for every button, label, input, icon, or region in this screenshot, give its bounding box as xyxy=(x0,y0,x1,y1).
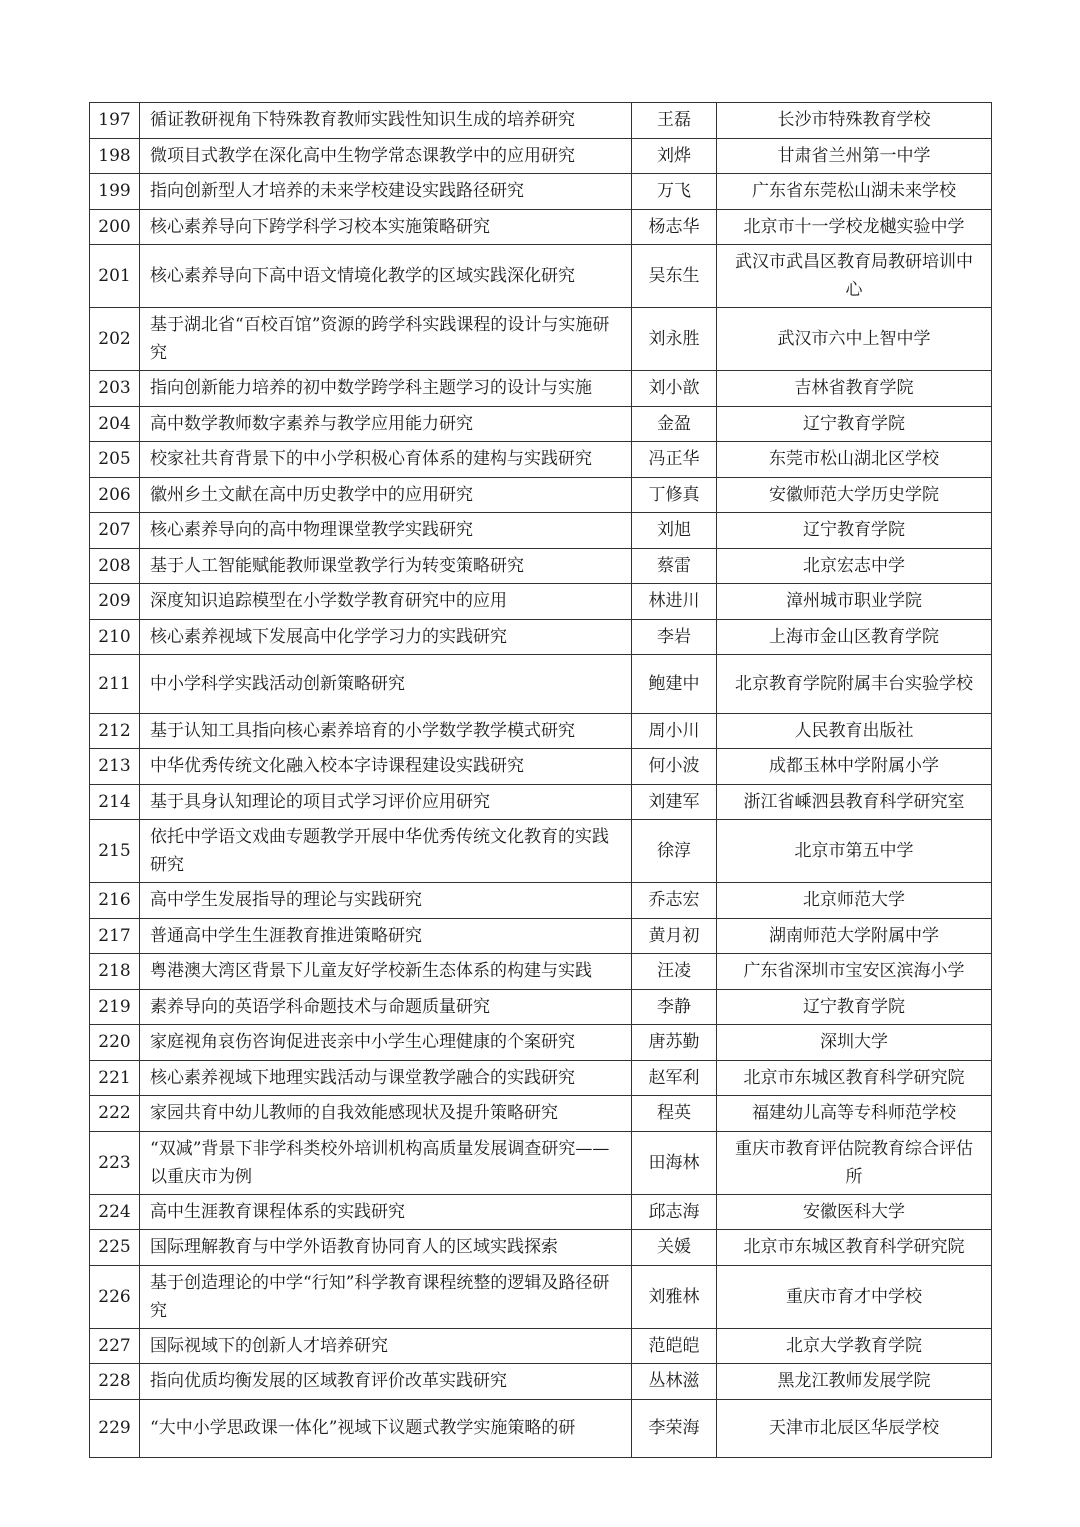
row-number-cell: 211 xyxy=(90,655,140,714)
project-title-cell: 国际视域下的创新人才培养研究 xyxy=(140,1328,632,1364)
lead-researcher-cell: 范皑皑 xyxy=(632,1328,717,1364)
row-number-cell: 215 xyxy=(90,820,140,883)
project-title-cell: 家园共育中幼儿教师的自我效能感现状及提升策略研究 xyxy=(140,1096,632,1132)
lead-researcher-cell: 唐苏勤 xyxy=(632,1025,717,1061)
table-row xyxy=(90,619,992,655)
institution-cell: 广东省深圳市宝安区滨海小学 xyxy=(717,954,992,990)
lead-researcher-cell: 金盈 xyxy=(632,406,717,442)
project-title-cell: 指向优质均衡发展的区域教育评价改革实践研究 xyxy=(140,1364,632,1400)
row-number-cell: 207 xyxy=(90,513,140,549)
row-number-cell: 222 xyxy=(90,1096,140,1132)
lead-researcher-cell: 吴东生 xyxy=(632,245,717,308)
lead-researcher-cell: 关媛 xyxy=(632,1230,717,1266)
project-title-cell: “大中小学思政课一体化”视域下议题式教学实施策略的研 xyxy=(140,1399,632,1458)
project-title-cell: 中小学科学实践活动创新策略研究 xyxy=(140,655,632,714)
row-number-cell: 217 xyxy=(90,918,140,954)
lead-researcher-cell: 何小波 xyxy=(632,749,717,785)
institution-cell: 北京市东城区教育科学研究院 xyxy=(717,1060,992,1096)
institution-cell: 武汉市六中上智中学 xyxy=(717,308,992,371)
row-number-cell: 226 xyxy=(90,1265,140,1328)
table-row xyxy=(90,655,992,714)
lead-researcher-cell: 李静 xyxy=(632,989,717,1025)
lead-researcher-cell: 赵军利 xyxy=(632,1060,717,1096)
project-title-cell: 基于人工智能赋能教师课堂教学行为转变策略研究 xyxy=(140,548,632,584)
table-row xyxy=(90,1131,992,1194)
table-row xyxy=(90,989,992,1025)
lead-researcher-cell: 刘小歆 xyxy=(632,371,717,407)
table-row xyxy=(90,1096,992,1132)
row-number-cell: 219 xyxy=(90,989,140,1025)
institution-cell: 重庆市育才中学校 xyxy=(717,1265,992,1328)
project-title-cell: 徽州乡土文献在高中历史教学中的应用研究 xyxy=(140,477,632,513)
lead-researcher-cell: 刘雅林 xyxy=(632,1265,717,1328)
table-row xyxy=(90,477,992,513)
institution-cell: 漳州城市职业学院 xyxy=(717,584,992,620)
row-number-cell: 227 xyxy=(90,1328,140,1364)
lead-researcher-cell: 汪凌 xyxy=(632,954,717,990)
lead-researcher-cell: 蔡雷 xyxy=(632,548,717,584)
project-title-cell: 核心素养导向的高中物理课堂教学实践研究 xyxy=(140,513,632,549)
project-list-table xyxy=(89,102,992,1458)
lead-researcher-cell: 李岩 xyxy=(632,619,717,655)
lead-researcher-cell: 田海林 xyxy=(632,1131,717,1194)
row-number-cell: 206 xyxy=(90,477,140,513)
row-number-cell: 203 xyxy=(90,371,140,407)
institution-cell: 东莞市松山湖北区学校 xyxy=(717,442,992,478)
row-number-cell: 205 xyxy=(90,442,140,478)
project-title-cell: 循证教研视角下特殊教育教师实践性知识生成的培养研究 xyxy=(140,103,632,139)
institution-cell: 吉林省教育学院 xyxy=(717,371,992,407)
row-number-cell: 200 xyxy=(90,209,140,245)
project-title-cell: 核心素养视域下地理实践活动与课堂教学融合的实践研究 xyxy=(140,1060,632,1096)
project-title-cell: 普通高中学生生涯教育推进策略研究 xyxy=(140,918,632,954)
lead-researcher-cell: 程英 xyxy=(632,1096,717,1132)
institution-cell: 广东省东莞松山湖未来学校 xyxy=(717,174,992,210)
project-title-cell: 深度知识追踪模型在小学数学教育研究中的应用 xyxy=(140,584,632,620)
table-row xyxy=(90,584,992,620)
row-number-cell: 221 xyxy=(90,1060,140,1096)
table-row xyxy=(90,371,992,407)
table-row xyxy=(90,442,992,478)
project-title-cell: 指向创新能力培养的初中数学跨学科主题学习的设计与实施 xyxy=(140,371,632,407)
institution-cell: 浙江省嵊泗县教育科学研究室 xyxy=(717,784,992,820)
institution-cell: 湖南师范大学附属中学 xyxy=(717,918,992,954)
table-row xyxy=(90,103,992,139)
project-title-cell: 基于认知工具指向核心素养培育的小学数学教学模式研究 xyxy=(140,713,632,749)
lead-researcher-cell: 王磊 xyxy=(632,103,717,139)
row-number-cell: 214 xyxy=(90,784,140,820)
project-title-cell: 高中学生发展指导的理论与实践研究 xyxy=(140,883,632,919)
table-row xyxy=(90,784,992,820)
table-row xyxy=(90,1364,992,1400)
institution-cell: 北京师范大学 xyxy=(717,883,992,919)
institution-cell: 黑龙江教师发展学院 xyxy=(717,1364,992,1400)
table-row xyxy=(90,1265,992,1328)
institution-cell: 深圳大学 xyxy=(717,1025,992,1061)
row-number-cell: 225 xyxy=(90,1230,140,1266)
row-number-cell: 213 xyxy=(90,749,140,785)
project-title-cell: 基于具身认知理论的项目式学习评价应用研究 xyxy=(140,784,632,820)
project-title-cell: “双减”背景下非学科类校外培训机构高质量发展调查研究——以重庆市为例 xyxy=(140,1131,632,1194)
institution-cell: 人民教育出版社 xyxy=(717,713,992,749)
project-title-cell: 指向创新型人才培养的未来学校建设实践路径研究 xyxy=(140,174,632,210)
institution-cell: 北京市十一学校龙樾实验中学 xyxy=(717,209,992,245)
table-body xyxy=(90,103,992,1458)
table-row xyxy=(90,1328,992,1364)
institution-cell: 成都玉林中学附属小学 xyxy=(717,749,992,785)
row-number-cell: 198 xyxy=(90,138,140,174)
project-title-cell: 素养导向的英语学科命题技术与命题质量研究 xyxy=(140,989,632,1025)
lead-researcher-cell: 周小川 xyxy=(632,713,717,749)
institution-cell: 北京市第五中学 xyxy=(717,820,992,883)
table-row xyxy=(90,174,992,210)
row-number-cell: 201 xyxy=(90,245,140,308)
table-row xyxy=(90,1060,992,1096)
table-row xyxy=(90,749,992,785)
institution-cell: 北京教育学院附属丰台实验学校 xyxy=(717,655,992,714)
institution-cell: 长沙市特殊教育学校 xyxy=(717,103,992,139)
project-title-cell: 核心素养导向下跨学科学习校本实施策略研究 xyxy=(140,209,632,245)
table-row xyxy=(90,1194,992,1230)
lead-researcher-cell: 乔志宏 xyxy=(632,883,717,919)
project-title-cell: 核心素养导向下高中语文情境化教学的区域实践深化研究 xyxy=(140,245,632,308)
table-row xyxy=(90,1230,992,1266)
row-number-cell: 210 xyxy=(90,619,140,655)
project-title-cell: 核心素养视域下发展高中化学学习力的实践研究 xyxy=(140,619,632,655)
table-row xyxy=(90,308,992,371)
row-number-cell: 223 xyxy=(90,1131,140,1194)
lead-researcher-cell: 丛林滋 xyxy=(632,1364,717,1400)
lead-researcher-cell: 刘建军 xyxy=(632,784,717,820)
table-row xyxy=(90,209,992,245)
institution-cell: 北京市东城区教育科学研究院 xyxy=(717,1230,992,1266)
lead-researcher-cell: 冯正华 xyxy=(632,442,717,478)
table-row xyxy=(90,138,992,174)
row-number-cell: 204 xyxy=(90,406,140,442)
project-title-cell: 基于创造理论的中学“行知”科学教育课程统整的逻辑及路径研究 xyxy=(140,1265,632,1328)
institution-cell: 安徽师范大学历史学院 xyxy=(717,477,992,513)
lead-researcher-cell: 黄月初 xyxy=(632,918,717,954)
table-row xyxy=(90,820,992,883)
row-number-cell: 228 xyxy=(90,1364,140,1400)
lead-researcher-cell: 鲍建中 xyxy=(632,655,717,714)
project-title-cell: 国际理解教育与中学外语教育协同育人的区域实践探索 xyxy=(140,1230,632,1266)
table-row xyxy=(90,406,992,442)
table-row xyxy=(90,1399,992,1458)
institution-cell: 北京宏志中学 xyxy=(717,548,992,584)
table-row xyxy=(90,245,992,308)
institution-cell: 武汉市武昌区教育局教研培训中心 xyxy=(717,245,992,308)
row-number-cell: 197 xyxy=(90,103,140,139)
institution-cell: 福建幼儿高等专科师范学校 xyxy=(717,1096,992,1132)
institution-cell: 安徽医科大学 xyxy=(717,1194,992,1230)
table-row xyxy=(90,883,992,919)
institution-cell: 甘肃省兰州第一中学 xyxy=(717,138,992,174)
row-number-cell: 229 xyxy=(90,1399,140,1458)
lead-researcher-cell: 邱志海 xyxy=(632,1194,717,1230)
row-number-cell: 209 xyxy=(90,584,140,620)
project-title-cell: 家庭视角哀伤咨询促进丧亲中小学生心理健康的个案研究 xyxy=(140,1025,632,1061)
project-title-cell: 中华优秀传统文化融入校本字诗课程建设实践研究 xyxy=(140,749,632,785)
table-row xyxy=(90,918,992,954)
row-number-cell: 202 xyxy=(90,308,140,371)
project-title-cell: 依托中学语文戏曲专题教学开展中华优秀传统文化教育的实践研究 xyxy=(140,820,632,883)
institution-cell: 辽宁教育学院 xyxy=(717,406,992,442)
table-row xyxy=(90,548,992,584)
row-number-cell: 220 xyxy=(90,1025,140,1061)
table-row xyxy=(90,513,992,549)
institution-cell: 辽宁教育学院 xyxy=(717,989,992,1025)
row-number-cell: 212 xyxy=(90,713,140,749)
lead-researcher-cell: 林进川 xyxy=(632,584,717,620)
project-title-cell: 微项目式教学在深化高中生物学常态课教学中的应用研究 xyxy=(140,138,632,174)
lead-researcher-cell: 丁修真 xyxy=(632,477,717,513)
project-title-cell: 高中数学教师数字素养与教学应用能力研究 xyxy=(140,406,632,442)
row-number-cell: 218 xyxy=(90,954,140,990)
institution-cell: 上海市金山区教育学院 xyxy=(717,619,992,655)
table-row xyxy=(90,1025,992,1061)
project-title-cell: 高中生涯教育课程体系的实践研究 xyxy=(140,1194,632,1230)
project-title-cell: 粤港澳大湾区背景下儿童友好学校新生态体系的构建与实践 xyxy=(140,954,632,990)
lead-researcher-cell: 万飞 xyxy=(632,174,717,210)
row-number-cell: 216 xyxy=(90,883,140,919)
institution-cell: 辽宁教育学院 xyxy=(717,513,992,549)
institution-cell: 重庆市教育评估院教育综合评估所 xyxy=(717,1131,992,1194)
project-title-cell: 校家社共育背景下的中小学积极心育体系的建构与实践研究 xyxy=(140,442,632,478)
row-number-cell: 224 xyxy=(90,1194,140,1230)
institution-cell: 天津市北辰区华辰学校 xyxy=(717,1399,992,1458)
lead-researcher-cell: 李荣海 xyxy=(632,1399,717,1458)
lead-researcher-cell: 杨志华 xyxy=(632,209,717,245)
institution-cell: 北京大学教育学院 xyxy=(717,1328,992,1364)
project-title-cell: 基于湖北省“百校百馆”资源的跨学科实践课程的设计与实施研究 xyxy=(140,308,632,371)
lead-researcher-cell: 刘永胜 xyxy=(632,308,717,371)
row-number-cell: 208 xyxy=(90,548,140,584)
lead-researcher-cell: 刘烨 xyxy=(632,138,717,174)
row-number-cell: 199 xyxy=(90,174,140,210)
lead-researcher-cell: 刘旭 xyxy=(632,513,717,549)
table-row xyxy=(90,713,992,749)
table-row xyxy=(90,954,992,990)
lead-researcher-cell: 徐淳 xyxy=(632,820,717,883)
